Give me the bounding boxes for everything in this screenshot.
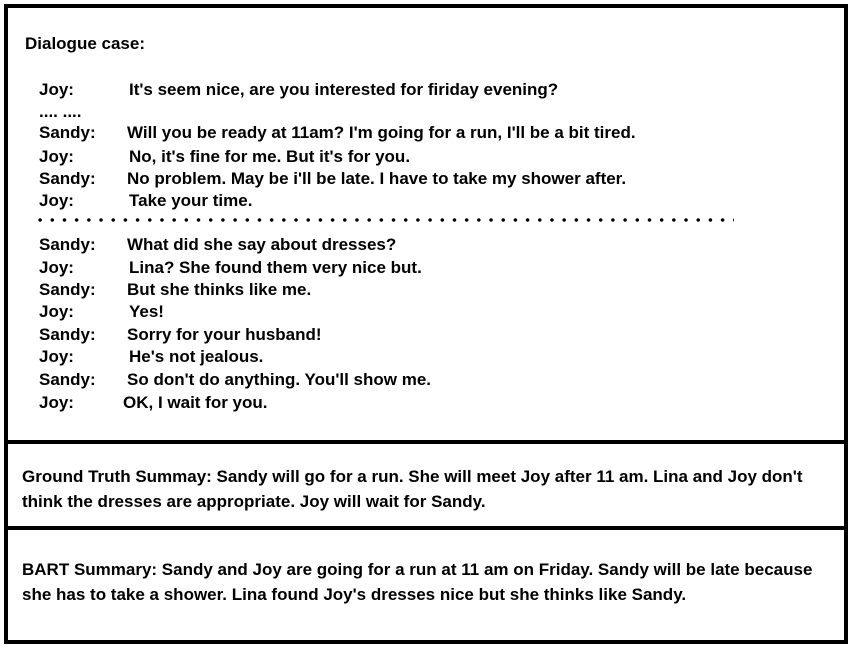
dialogue-line <box>39 190 252 212</box>
utterance: No, it's fine for me. But it's for you. <box>129 147 411 166</box>
dialogue-line <box>39 279 311 301</box>
utterance: He's not jealous. <box>129 347 264 366</box>
utterance: So don't do anything. You'll show me. <box>127 370 432 389</box>
dialogue-line <box>39 324 322 346</box>
speaker: Joy: <box>39 191 74 210</box>
ground-truth-summary: Ground Truth Summay: Sandy will go for a run. She will meet Joy after 11 am. Lina and Joy don't think the dresses are appropriate. Joy will wait for Sandy. <box>22 467 803 511</box>
speaker: Joy: <box>39 347 74 366</box>
dialogue-line <box>39 257 422 279</box>
speaker: Sandy: <box>39 235 96 254</box>
dialogue-line <box>39 79 558 101</box>
speaker: Joy: <box>39 258 74 277</box>
dialogue-line <box>39 369 431 391</box>
dialogue-line <box>39 101 127 123</box>
utterance: Take your time. <box>129 191 253 210</box>
utterance: No problem. May be i'll be late. I have to take my shower after. <box>127 169 627 188</box>
utterance: What did she say about dresses? <box>127 235 397 254</box>
dialogue-line <box>39 234 396 256</box>
utterance: OK, I wait for you. <box>123 393 268 412</box>
speaker: .... .... <box>39 102 82 121</box>
utterance: Sorry for your husband! <box>127 325 322 344</box>
dotted-separator <box>34 216 734 224</box>
speaker: Sandy: <box>39 123 96 142</box>
speaker: Sandy: <box>39 370 96 389</box>
dialogue-line <box>39 346 263 368</box>
speaker: Sandy: <box>39 169 96 188</box>
speaker: Joy: <box>39 147 74 166</box>
dialogue-line <box>39 168 626 190</box>
utterance: Yes! <box>129 302 164 321</box>
dialogue-line <box>39 122 636 144</box>
speaker: Sandy: <box>39 325 96 344</box>
utterance: Lina? She found them very nice but. <box>129 258 422 277</box>
dialogue-line <box>39 392 268 414</box>
utterance: It's seem nice, are you interested for firiday evening? <box>129 80 559 99</box>
speaker: Joy: <box>39 302 74 321</box>
utterance: But she thinks like me. <box>127 280 312 299</box>
utterance: Will you be ready at 11am? I'm going for a run, I'll be a bit tired. <box>127 123 636 142</box>
speaker: Sandy: <box>39 280 96 299</box>
bart-summary: BART Summary: Sandy and Joy are going for a run at 11 am on Friday. Sandy will be late because she has to take a shower. Lina found Joy's dresses nice but she thinks like Sandy. <box>22 560 813 604</box>
dialogue-heading: Dialogue case: <box>25 34 145 53</box>
speaker: Joy: <box>39 80 74 99</box>
speaker: Joy: <box>39 393 74 412</box>
dialogue-line <box>39 146 410 168</box>
dialogue-line <box>39 301 164 323</box>
